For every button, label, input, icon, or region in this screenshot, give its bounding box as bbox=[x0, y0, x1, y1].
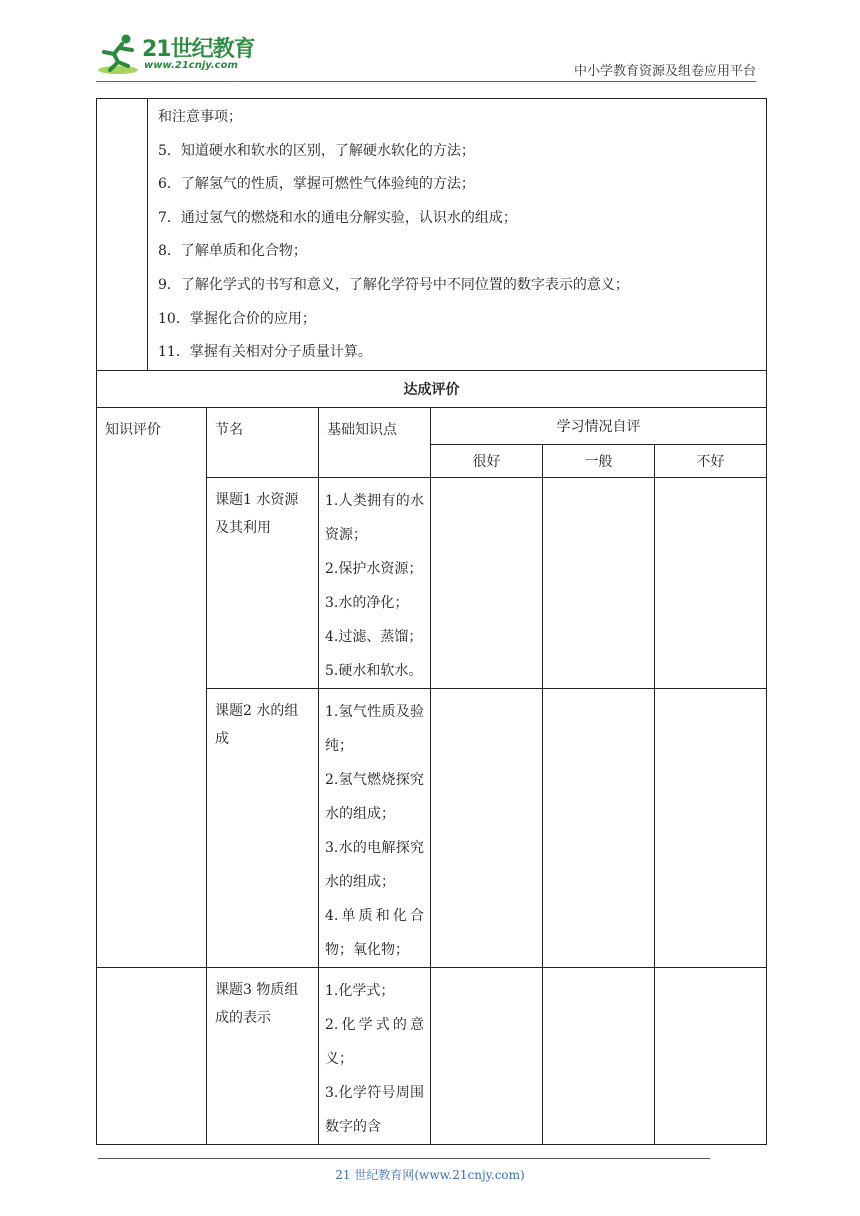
objective-item: 5．知道硬水和软水的区别，了解硬水软化的方法； bbox=[158, 142, 475, 159]
knowledge-point: 3.化学符号周围数字的含 bbox=[325, 1084, 424, 1135]
lesson-table bbox=[96, 98, 767, 1145]
evaluation-title: 达成评价 bbox=[97, 370, 767, 407]
evaluation-title-row bbox=[97, 370, 767, 407]
objective-item: 6．了解氢气的性质，掌握可燃性气体验纯的方法； bbox=[158, 176, 475, 193]
runner-logo-icon bbox=[96, 32, 142, 76]
rating-bad-cell[interactable] bbox=[655, 477, 767, 688]
footer-link[interactable]: 21 世纪教育网(www.21cnjy.com) bbox=[335, 1168, 525, 1182]
knowledge-point: 1.氢气性质及验纯； bbox=[325, 703, 424, 754]
self-eval-header: 学习情况自评 bbox=[431, 407, 767, 444]
knowledge-point: 2.保护水资源； bbox=[325, 560, 423, 577]
objective-item: 7．通过氢气的燃烧和水的通电分解实验，认识水的组成； bbox=[158, 209, 517, 226]
rating-bad-cell[interactable] bbox=[655, 688, 767, 967]
rating-good-cell[interactable] bbox=[431, 967, 543, 1144]
knowledge-point: 3.水的净化； bbox=[325, 594, 409, 611]
rating-ok-cell[interactable] bbox=[543, 477, 655, 688]
knowledge-point: 5.硬水和软水。 bbox=[325, 662, 423, 679]
knowledge-eval-label: 知识评价 bbox=[97, 407, 207, 967]
points-header: 基础知识点 bbox=[319, 407, 431, 477]
rating-ok-cell[interactable] bbox=[543, 688, 655, 967]
knowledge-point: 3.水的电解探究水的组成； bbox=[325, 839, 424, 890]
knowledge-point: 2.化学式的意义； bbox=[325, 1016, 424, 1067]
section-name: 课题1 水资源及其利用 bbox=[207, 477, 319, 688]
platform-name: 中小学教育资源及组卷应用平台 bbox=[573, 64, 756, 79]
objective-item: 和注意事项； bbox=[158, 109, 242, 125]
knowledge-point: 4.过滤、蒸馏； bbox=[325, 628, 423, 645]
logo-text: 21世纪教育 bbox=[142, 37, 255, 62]
section-header: 节名 bbox=[207, 407, 319, 477]
objective-item: 9．了解化学式的书写和意义，了解化学符号中不同位置的数字表示的意义； bbox=[158, 276, 629, 293]
evaluation-header-row bbox=[97, 407, 767, 444]
knowledge-point: 1.人类拥有的水资源； bbox=[325, 492, 424, 543]
objectives-row bbox=[97, 99, 767, 371]
objective-item: 10．掌握化合价的应用； bbox=[158, 310, 316, 327]
table-row bbox=[97, 967, 767, 1144]
rating-bad-cell[interactable] bbox=[655, 967, 767, 1144]
rating-ok-cell[interactable] bbox=[543, 967, 655, 1144]
section-name: 课题2 水的组成 bbox=[207, 688, 319, 967]
level-ok: 一般 bbox=[543, 444, 655, 477]
knowledge-point: 4.单质和化合物；氧化物； bbox=[325, 907, 424, 958]
level-bad: 不好 bbox=[655, 444, 767, 477]
objective-item: 8．了解单质和化合物； bbox=[158, 243, 307, 260]
level-good: 很好 bbox=[431, 444, 543, 477]
knowledge-point: 1.化学式； bbox=[325, 982, 395, 999]
knowledge-points bbox=[319, 967, 431, 1144]
knowledge-eval-blank-cell bbox=[97, 967, 207, 1144]
page-header bbox=[96, 30, 756, 80]
footer-divider bbox=[98, 1158, 710, 1159]
header-divider bbox=[96, 81, 756, 82]
knowledge-points bbox=[319, 477, 431, 688]
rating-good-cell[interactable] bbox=[431, 477, 543, 688]
knowledge-points bbox=[319, 688, 431, 967]
section-name: 课题3 物质组成的表示 bbox=[207, 967, 319, 1144]
objective-item: 11．掌握有关相对分子质量计算。 bbox=[158, 344, 372, 361]
logo bbox=[96, 32, 266, 78]
logo-url: www.21cnjy.com bbox=[144, 60, 238, 71]
rating-good-cell[interactable] bbox=[431, 688, 543, 967]
objectives-cell bbox=[148, 99, 767, 371]
knowledge-point: 2.氢气燃烧探究水的组成； bbox=[325, 771, 424, 822]
objectives-side-cell bbox=[97, 99, 148, 371]
